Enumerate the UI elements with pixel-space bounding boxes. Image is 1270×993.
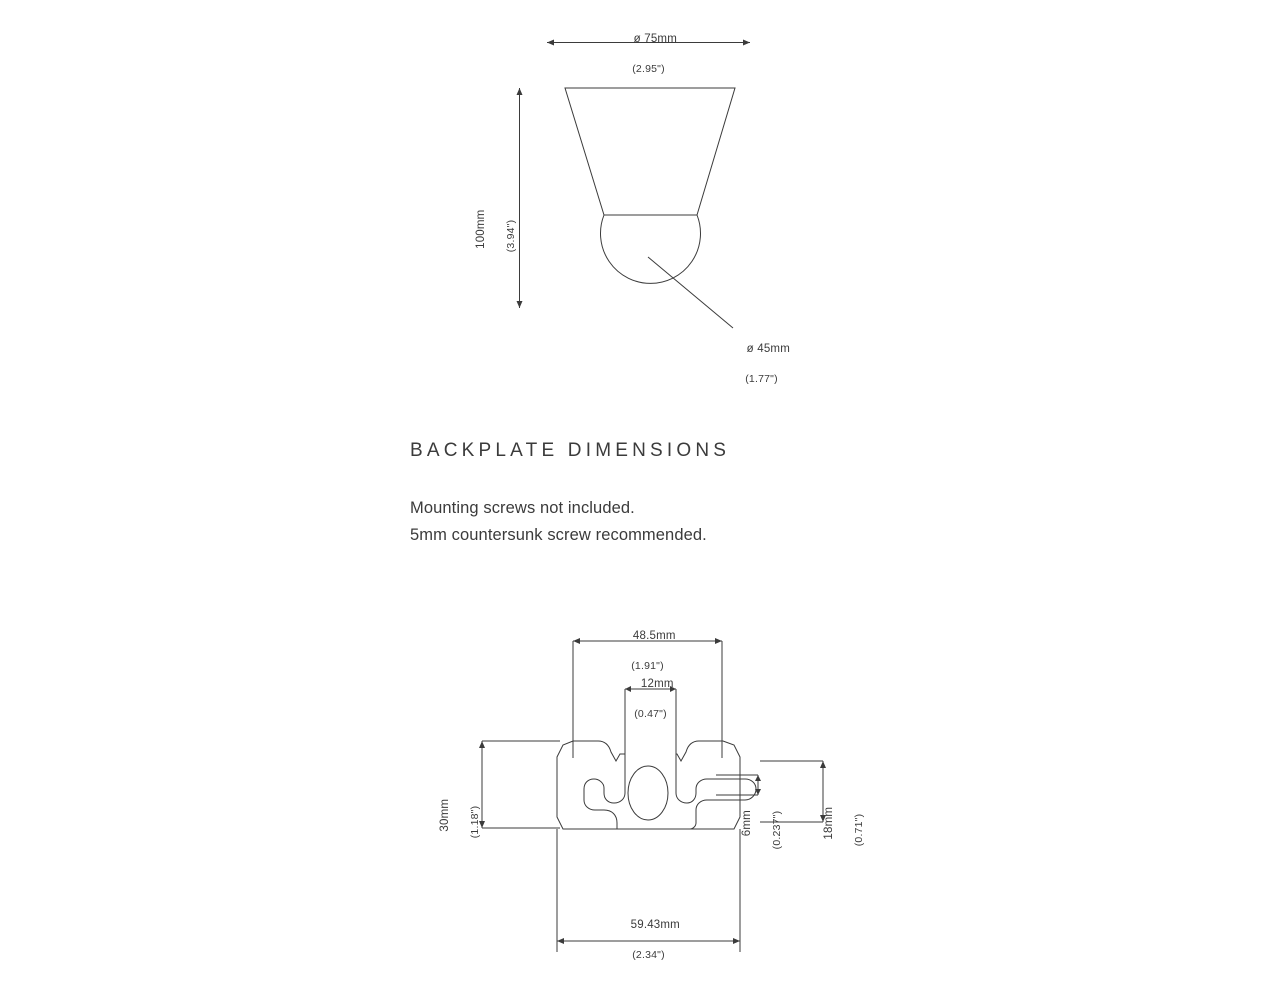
dimension-globe-diameter: ø 45mm (1.77"): [745, 343, 790, 385]
backplate-heading: BACKPLATE DIMENSIONS: [410, 440, 731, 461]
shade-outline: [565, 88, 735, 215]
dimension-plate-top-width: 48.5mm (1.91"): [631, 630, 676, 672]
dimension-plate-height: 30mm (1.18"): [439, 798, 481, 839]
dimension-inner-height: 18mm (0.71"): [823, 806, 865, 847]
backplate-note-2: 5mm countersunk screw recommended.: [410, 526, 707, 544]
dimension-keyhole-width: 6mm (0.237"): [741, 810, 783, 850]
dimension-overall-width: ø 75mm (2.95"): [632, 33, 677, 75]
globe-leader-line: [648, 257, 733, 328]
backplate-note-1: Mounting screws not included.: [410, 499, 635, 517]
dimension-plate-overall-width: 59.43mm (2.34"): [630, 919, 680, 961]
globe-outline: [601, 215, 701, 283]
dimension-overall-height: 100mm (3.94"): [475, 209, 517, 253]
dimension-slot-width: 12mm (0.47"): [634, 678, 674, 720]
